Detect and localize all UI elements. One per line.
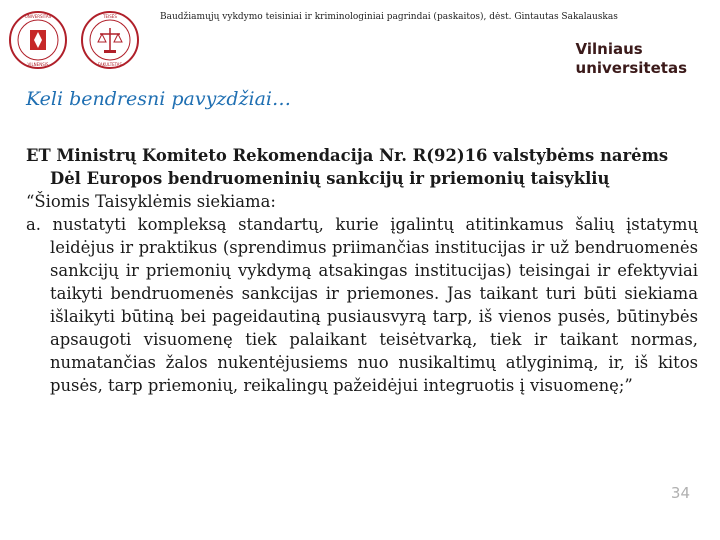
- university-brand-logo: [576, 40, 687, 78]
- svg-text:FAKULTETAS: FAKULTETAS: [97, 62, 123, 67]
- brand-line-1: Vilniaus: [575, 40, 643, 58]
- page-number: 34: [670, 484, 690, 502]
- quote-intro: “Šiomis Taisyklėmis siekiama:: [26, 192, 276, 211]
- course-header: Baudžiamųjų vykdymo teisiniai ir kriminologiniai pagrindai (paskaitos), dėst. Gintautas Sakalauskas: [160, 12, 618, 22]
- svg-text:UNIVERSITAS: UNIVERSITAS: [24, 14, 52, 19]
- slide-body: [26, 144, 698, 397]
- svg-text:TEISĖS: TEISĖS: [103, 14, 117, 19]
- recommendation-heading: ET Ministrų Komiteto Rekomendacija Nr. R(92)16 valstybėms narėms Dėl Europos bendruomeninių sankcijų ir priemonių taisyklių: [26, 146, 669, 188]
- list-item-a: a. nustatyti kompleksą standartų, kurie įgalintų atitinkamus šalių įstatymų leidėjus ir praktikus (sprendimus priimančias institucijas ir už bendruomenės sankcijų ir priemonių vykdymą atsakingas institucijas) teisingai ir efektyviai taikyti bendruomenės sankcijas ir priemones. Jas taikant turi būti siekiama išlaikyti būtiną bei pageidautiną pusiausvyrą tarp, iš vienos pusės, būtinybės apsaugoti visuomenę tiek palaikant teisėtvarką, tiek ir taikant normas, numatančias žalos nukentėjusiems nuo nusikaltimų atlyginimą, ir, iš kitos pusės, tarp priemonių, reikalingų pažeidėjui integruotis į visuomenę;”: [26, 215, 698, 395]
- faculty-seal-logo: [80, 10, 140, 70]
- brand-line-2: universitetas: [575, 59, 687, 77]
- slide-subtitle: Keli bendresni pavyzdžiai…: [26, 88, 291, 110]
- university-seal-logo: [8, 10, 68, 70]
- svg-text:VILNENSIS: VILNENSIS: [27, 62, 49, 67]
